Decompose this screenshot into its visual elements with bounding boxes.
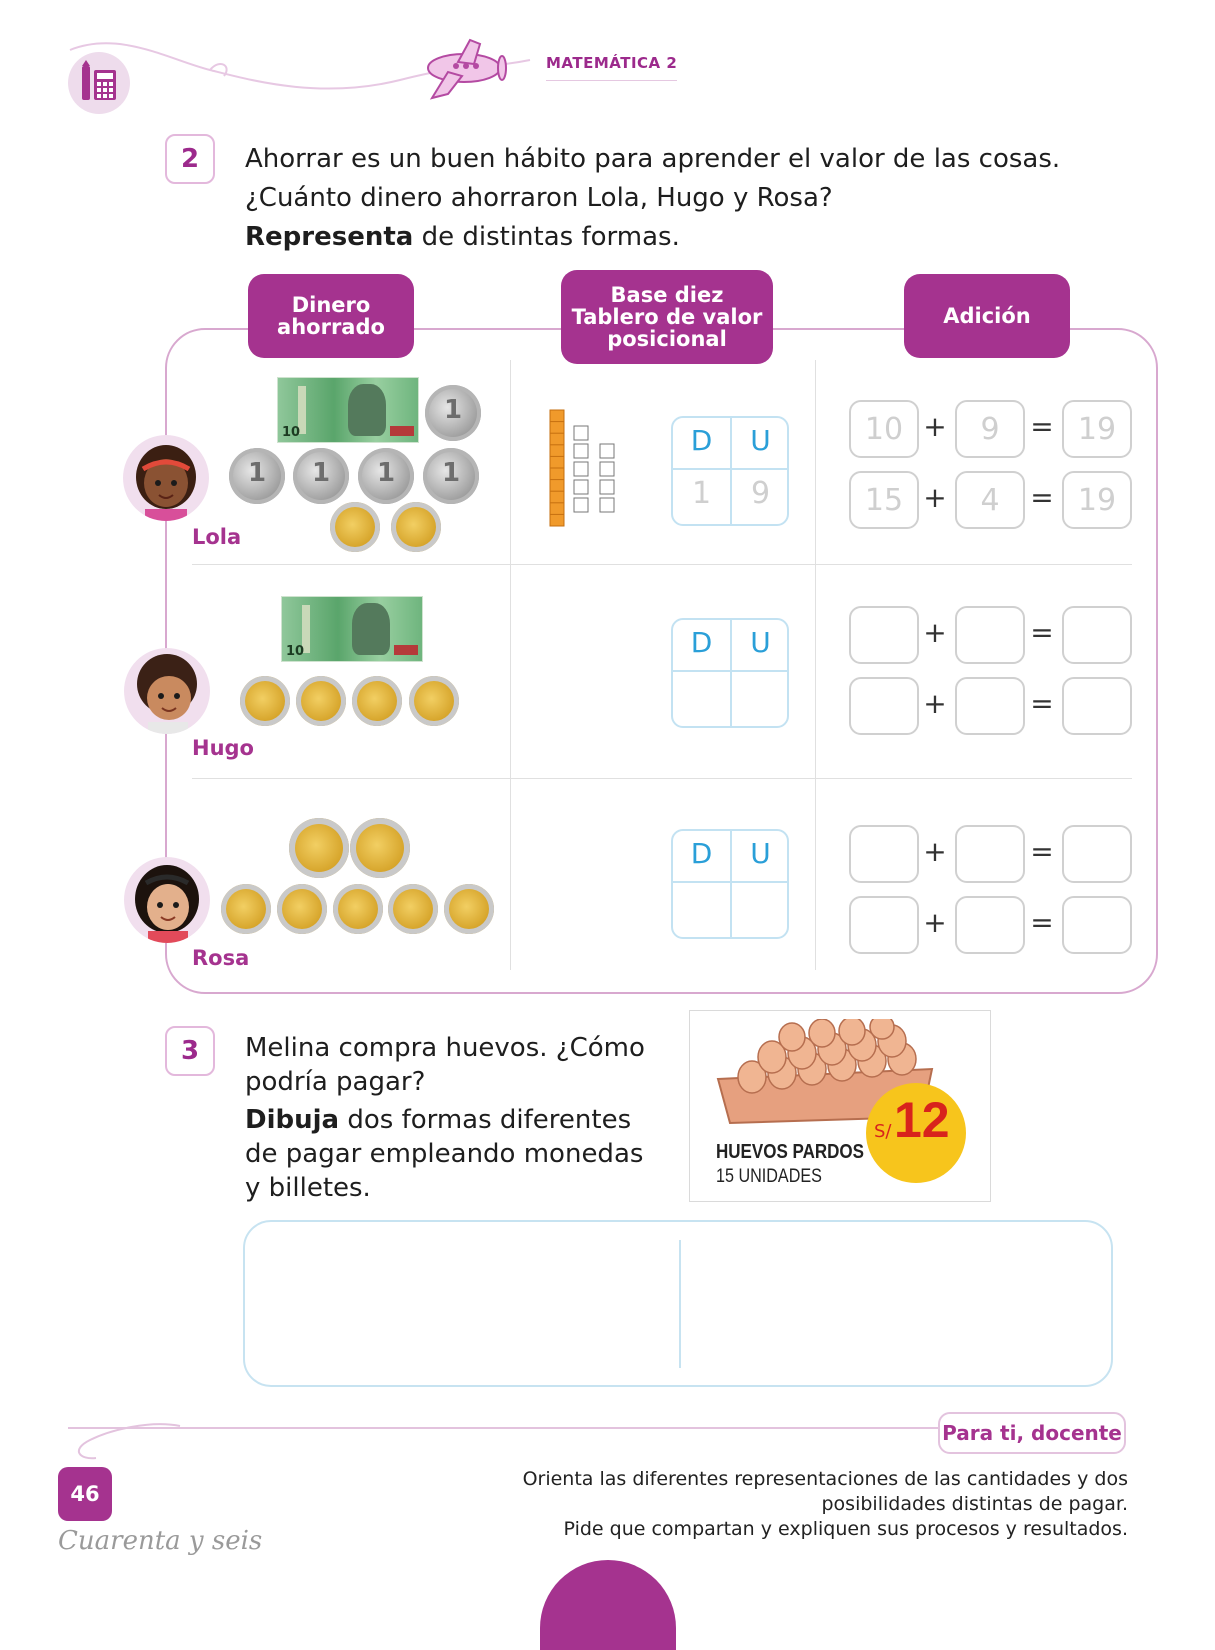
coin-5-soles [444, 884, 494, 934]
sum-box[interactable] [1062, 606, 1132, 664]
sum-box[interactable] [1062, 677, 1132, 735]
instruction-verb: Dibuja [245, 1105, 340, 1135]
coin-5-soles [333, 884, 383, 934]
addend-box[interactable]: 4 [955, 471, 1025, 529]
column-header-base-ten [561, 270, 773, 364]
bill-portrait [348, 384, 386, 436]
question-number: 2 [165, 134, 215, 184]
product-units: 15 UNIDADES [716, 1166, 822, 1187]
plus-sign: + [923, 616, 947, 649]
teacher-tag: Para ti, docente [938, 1412, 1126, 1454]
question-number: 3 [165, 1026, 215, 1076]
teacher-note [448, 1467, 1128, 1542]
question-line: Melina compra huevos. ¿Cómo [245, 1033, 645, 1063]
sum-box[interactable] [1062, 896, 1132, 954]
airplane-icon [418, 36, 510, 104]
product-name: HUEVOS PARDOS [716, 1141, 864, 1163]
addend-box[interactable]: 15 [849, 471, 919, 529]
question-line: y billetes. [245, 1173, 371, 1203]
bill-portrait [352, 603, 390, 655]
plus-sign: + [923, 410, 947, 443]
page-number: 46 [58, 1467, 112, 1521]
bill-mark [390, 426, 414, 436]
calculator-icon [68, 52, 130, 114]
place-value-chart [671, 829, 789, 939]
tens-label: D [690, 626, 713, 659]
equals-sign: = [1030, 616, 1054, 649]
tens-label: D [690, 837, 713, 870]
coin-5-soles [330, 502, 380, 552]
question-line [245, 218, 1060, 257]
units-label: U [750, 424, 771, 457]
question-line: Ahorrar es un buen hábito para aprender el valor de las cosas. [245, 144, 1061, 174]
coin-5-soles [277, 884, 327, 934]
addend-box[interactable] [849, 896, 919, 954]
page-number-words: Cuarenta y seis [58, 1526, 263, 1556]
plus-sign: + [923, 835, 947, 868]
chart-divider [673, 881, 787, 883]
teacher-note-line: Orienta las diferentes representaciones de las cantidades y dos [522, 1468, 1128, 1490]
coin-5-soles [296, 676, 346, 726]
egg-product-card [689, 1010, 991, 1202]
coin-1-sol [358, 448, 414, 504]
addend-box[interactable]: 10 [849, 400, 919, 458]
row-divider [192, 778, 1132, 779]
child-name: Lola [192, 525, 242, 549]
question-line: de pagar empleando monedas [245, 1139, 644, 1169]
coin-5-soles [391, 502, 441, 552]
place-value-chart [671, 618, 789, 728]
column-header-line: Base diez [610, 283, 724, 307]
avatar-hugo [124, 648, 210, 734]
column-header-money [248, 274, 414, 358]
question-line: ¿Cuánto dinero ahorraron Lola, Hugo y Rosa? [245, 183, 833, 213]
drawing-answer-area[interactable] [243, 1220, 1113, 1387]
addend-box[interactable] [849, 606, 919, 664]
teacher-note-line: Pide que compartan y expliquen sus procesos y resultados. [563, 1518, 1128, 1540]
bill-value: 10 [282, 425, 301, 440]
bottom-tab-decoration [540, 1560, 676, 1650]
coin-5-soles [350, 818, 410, 878]
avatar-lola [123, 435, 209, 521]
instruction-rest: dos formas diferentes [339, 1105, 632, 1135]
addend-box[interactable] [955, 896, 1025, 954]
sum-box[interactable]: 19 [1062, 400, 1132, 458]
coin-1-sol [423, 448, 479, 504]
chart-divider [673, 468, 787, 470]
coin-5-soles [240, 676, 290, 726]
question-line [245, 1103, 645, 1137]
sum-box[interactable]: 19 [1062, 471, 1132, 529]
equals-sign: = [1030, 410, 1054, 443]
question-line: podría pagar? [245, 1067, 426, 1097]
column-divider [510, 360, 511, 970]
column-header-line: Dinero [291, 293, 371, 317]
column-header-line: Tablero de valor [571, 305, 763, 329]
units-label: U [750, 837, 771, 870]
addend-box[interactable] [849, 677, 919, 735]
units-label: U [750, 626, 771, 659]
coin-5-soles [409, 676, 459, 726]
footer-divider [68, 1427, 938, 1429]
addend-box[interactable] [955, 825, 1025, 883]
chart-divider [673, 670, 787, 672]
coin-5-soles [352, 676, 402, 726]
coin-1-sol [425, 385, 481, 441]
tens-value: 1 [691, 476, 712, 511]
question-text [245, 140, 1060, 257]
child-name: Hugo [192, 736, 254, 760]
column-header-addition: Adición [904, 274, 1070, 358]
answer-divider [679, 1240, 681, 1368]
bill-10-soles [281, 596, 423, 662]
row-divider [192, 564, 1132, 565]
child-name: Rosa [192, 946, 250, 970]
addend-box[interactable]: 9 [955, 400, 1025, 458]
plus-sign: + [923, 687, 947, 720]
instruction-verb: Representa [245, 222, 414, 252]
question-text [245, 1031, 645, 1205]
instruction-rest: de distintas formas. [413, 222, 680, 252]
plus-sign: + [923, 906, 947, 939]
column-divider [815, 360, 816, 970]
coin-1-sol [293, 448, 349, 504]
addend-box[interactable] [955, 606, 1025, 664]
coin-5-soles [289, 818, 349, 878]
price-value: 12 [894, 1092, 950, 1148]
equals-sign: = [1030, 481, 1054, 514]
equals-sign: = [1030, 906, 1054, 939]
bill-mark [394, 645, 418, 655]
plus-sign: + [923, 481, 947, 514]
units-value: 9 [750, 476, 771, 511]
column-header-line: posicional [607, 327, 727, 351]
place-value-chart [671, 416, 789, 526]
coin-5-soles [221, 884, 271, 934]
bill-value: 10 [286, 644, 305, 659]
tens-label: D [690, 424, 713, 457]
sum-box[interactable] [1062, 825, 1132, 883]
addend-box[interactable] [955, 677, 1025, 735]
teacher-note-line: posibilidades distintas de pagar. [821, 1493, 1128, 1515]
subject-title: MATEMÁTICA 2 [546, 54, 677, 81]
equals-sign: = [1030, 835, 1054, 868]
equals-sign: = [1030, 687, 1054, 720]
price-currency: S/ [874, 1121, 892, 1142]
coin-5-soles [388, 884, 438, 934]
base-ten-blocks [548, 408, 628, 528]
bill-10-soles [277, 377, 419, 443]
avatar-rosa [124, 857, 210, 943]
addend-box[interactable] [849, 825, 919, 883]
column-header-line: ahorrado [277, 315, 385, 339]
coin-1-sol [229, 448, 285, 504]
